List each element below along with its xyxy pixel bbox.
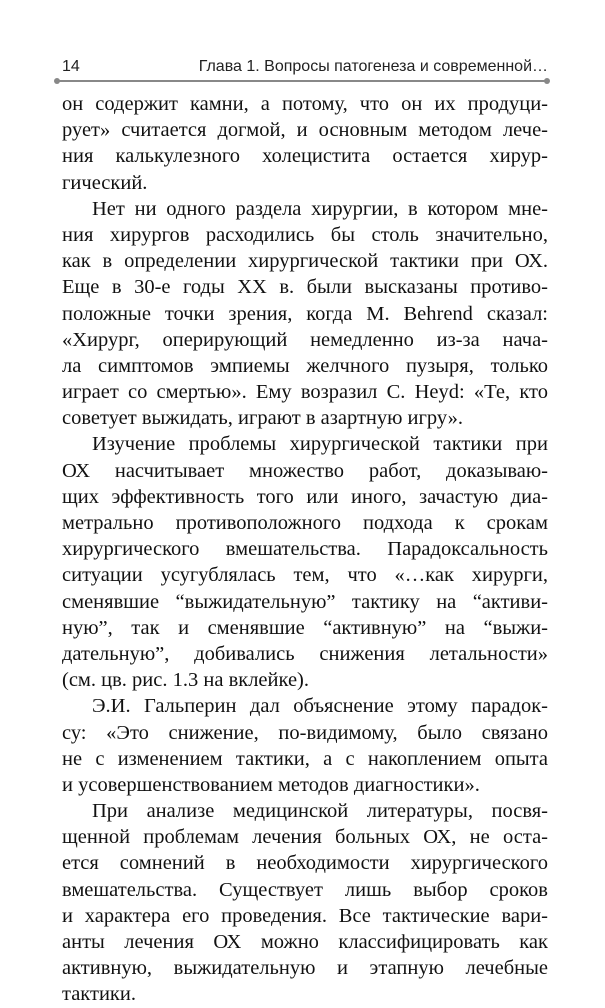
text-line: дательную”, добивались снижения летальности»: [62, 642, 548, 665]
text-line: хирургического вмешательства. Парадоксальность: [62, 538, 548, 561]
text-line: и характера его проведения. Все тактические вари-: [62, 904, 548, 927]
text-line: анты лечения ОХ можно классифицировать как: [62, 931, 548, 953]
text-line: (см. цв. рис. 1.3 на вклейке).: [62, 669, 310, 692]
text-line: ную”, так и сменявшие “активную” на “выжи-: [62, 616, 548, 639]
paragraph: [62, 431, 548, 693]
text-line: рует» считается догмой, и основным методом лече-: [62, 119, 548, 142]
text-line: ОХ насчитывает множество работ, доказываю-: [62, 459, 548, 482]
body-text: [62, 91, 548, 1008]
text-line: положные точки зрения, когда M. Behrend сказал:: [62, 302, 548, 325]
text-line: вмешательства. Существует лишь выбор сроков: [62, 878, 548, 901]
text-line: метрально противоположного подхода к срокам: [62, 512, 548, 534]
paragraph: [62, 91, 548, 196]
page-number: 14: [62, 58, 80, 75]
text-line: советует выжидать, играют в азартную игру».: [62, 407, 464, 430]
text-line: При анализе медицинской литературы, посвя-: [92, 800, 548, 823]
text-line: щих эффективность того или иного, зачастую диа-: [62, 485, 548, 508]
text-line: сменявшие “выжидательную” тактику на “активи-: [62, 590, 548, 613]
text-line: ния хирургов расходились бы столь значительно,: [62, 223, 548, 246]
text-line: как в определении хирургической тактики при ОХ.: [62, 250, 548, 273]
text-line: ситуации усугублялась тем, что «…как хирурги,: [62, 564, 548, 587]
text-line: не с изменением тактики, а с накоплением опыта: [62, 747, 548, 770]
text-line: су: «Это снижение, по-видимому, было связано: [62, 721, 548, 744]
text-line: активную, выжидательную и этапную лечебные: [62, 957, 548, 980]
text-line: Нет ни одного раздела хирургии, в котором мне-: [92, 197, 548, 220]
text-line: Э.И. Гальперин дал объяснение этому парадок-: [92, 695, 548, 718]
running-title: Глава 1. Вопросы патогенеза и современной…: [198, 58, 548, 75]
text-line: Еще в 30-е годы XX в. были высказаны противо-: [62, 276, 548, 299]
text-line: тактики.: [62, 983, 136, 1006]
text-line: «Хирург, оперирующий немедленно из-за нача-: [62, 328, 548, 351]
text-line: и усовершенствованием методов диагностики».: [62, 773, 480, 796]
text-line: он содержит камни, а потому, что он их продуци-: [62, 93, 548, 115]
header-rule: [56, 80, 548, 82]
page-header: [62, 58, 548, 80]
paragraph: [62, 693, 548, 798]
paragraph: [62, 196, 548, 432]
text-line: щенной проблемам лечения больных ОХ, не оста-: [62, 826, 548, 849]
text-line: Изучение проблемы хирургической тактики при: [92, 433, 548, 456]
text-line: ется сомнений в необходимости хирургического: [62, 852, 548, 875]
paragraph: [62, 798, 548, 1008]
text-line: ния калькулезного холецистита остается хирур-: [62, 145, 548, 168]
text-line: гический.: [62, 171, 148, 194]
text-line: играет со смертью». Ему возразил C. Heyd: «Те, кто: [62, 381, 548, 404]
text-line: ла симптомов эмпиемы желчного пузыря, только: [62, 354, 548, 377]
